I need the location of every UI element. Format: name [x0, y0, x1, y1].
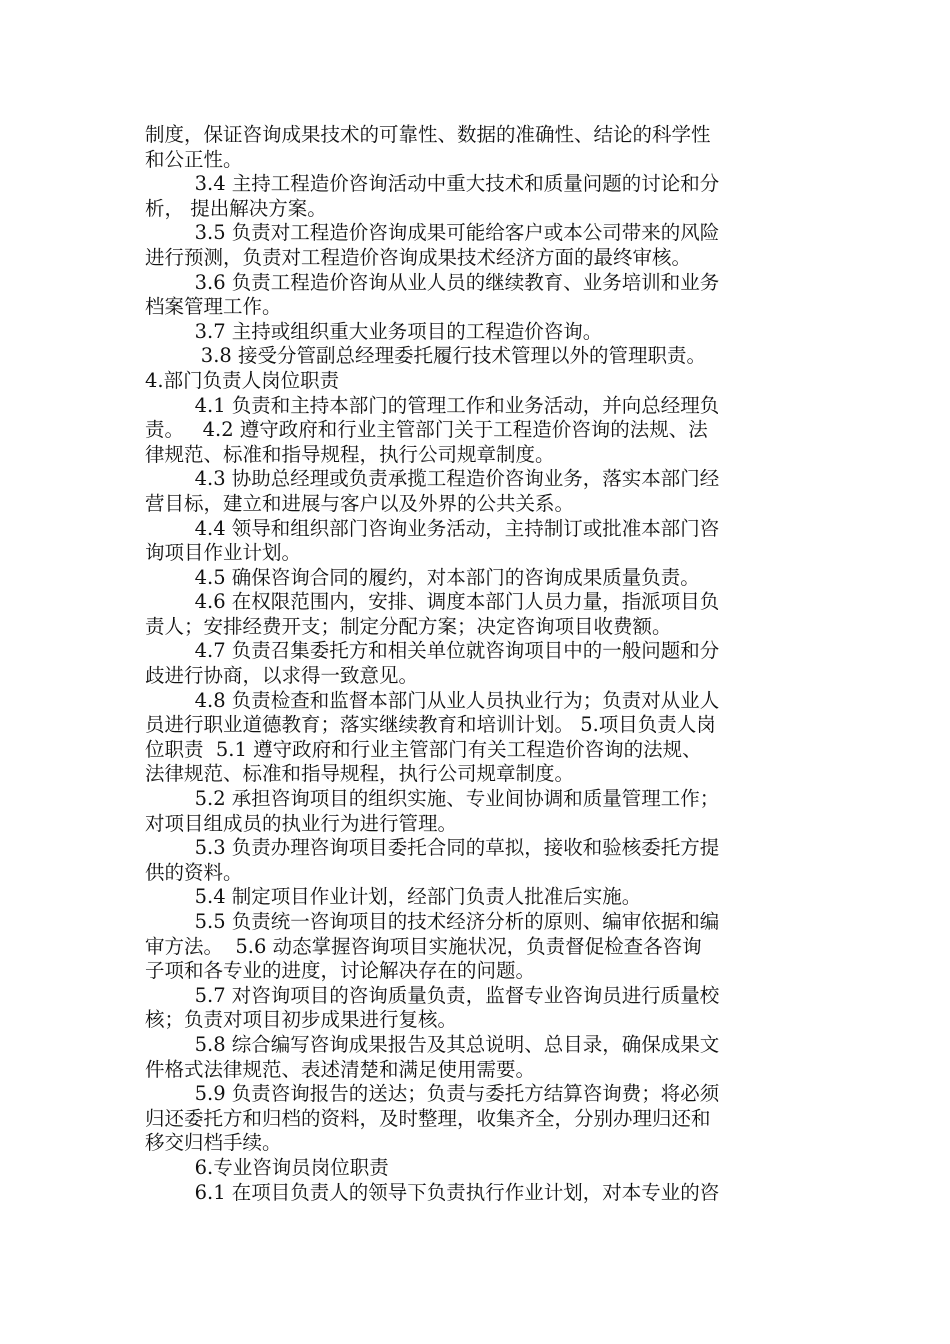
text-line: 3.6 负责工程造价咨询从业人员的继续教育、业务培训和业务 — [145, 270, 720, 294]
text-line: 3.7 主持或组织重大业务项目的工程造价咨询。 — [145, 319, 603, 343]
text-line: 4.5 确保咨询合同的履约，对本部门的咨询成果质量负责。 — [145, 565, 700, 589]
text-line: 询项目作业计划。 — [145, 541, 302, 565]
document-body — [145, 123, 810, 1205]
text-line: 3.4 主持工程造价咨询活动中重大技术和质量问题的讨论和分 — [145, 172, 720, 196]
text-line: 5.8 综合编写咨询成果报告及其总说明、总目录，确保成果文 — [145, 1032, 720, 1056]
text-line: 档案管理工作。 — [145, 295, 282, 319]
text-line: 营目标，建立和进展与客户以及外界的公共关系。 — [145, 491, 575, 515]
text-line: 5.7 对咨询项目的咨询质量负责，监督专业咨询员进行质量校 — [145, 983, 720, 1007]
text-line: 律规范、标准和指导规程，执行公司规章制度。 — [145, 442, 555, 466]
text-line: 归还委托方和归档的资料，及时整理，收集齐全，分别办理归还和 — [145, 1106, 711, 1130]
text-line: 核；负责对项目初步成果进行复核。 — [145, 1008, 458, 1032]
text-line: 移交归档手续。 — [145, 1131, 282, 1155]
text-line: 审方法。 5.6 动态掌握咨询项目实施状况，负责督促检查各咨询 — [145, 934, 702, 958]
text-line: 5.9 负责咨询报告的送达；负责与委托方结算咨询费；将必须 — [145, 1082, 720, 1106]
text-line: 责人；安排经费开支；制定分配方案；决定咨询项目收费额。 — [145, 614, 672, 638]
text-line: 供的资料。 — [145, 860, 243, 884]
text-line: 法律规范、标准和指导规程，执行公司规章制度。 — [145, 762, 575, 786]
text-line: 6.1 在项目负责人的领导下负责执行作业计划，对本专业的咨 — [145, 1180, 720, 1204]
text-line: 4.6 在权限范围内，安排、调度本部门人员力量，指派项目负 — [145, 590, 720, 614]
text-line: 4.7 负责召集委托方和相关单位就咨询项目中的一般问题和分 — [145, 639, 720, 663]
text-line: 4.4 领导和组织部门咨询业务活动，主持制订或批准本部门咨 — [145, 516, 720, 540]
text-line: 5.3 负责办理咨询项目委托合同的草拟，接收和验核委托方提 — [145, 836, 720, 860]
text-line: 责。 4.2 遵守政府和行业主管部门关于工程造价咨询的法规、法 — [145, 418, 708, 442]
text-line: 对项目组成员的执业行为进行管理。 — [145, 811, 458, 835]
text-line: 3.5 负责对工程造价咨询成果可能给客户或本公司带来的风险 — [145, 221, 720, 245]
text-line: 4.部门负责人岗位职责 — [145, 368, 340, 392]
text-line: 员进行职业道德教育；落实继续教育和培训计划。 5.项目负责人岗 — [145, 713, 716, 737]
text-line: 4.3 协助总经理或负责承揽工程造价咨询业务，落实本部门经 — [145, 467, 720, 491]
text-line: 和公正性。 — [145, 147, 243, 171]
text-line: 件格式法律规范、表述清楚和满足使用需要。 — [145, 1057, 536, 1081]
text-line: 子项和各专业的进度，讨论解决存在的问题。 — [145, 959, 536, 983]
text-line: 歧进行协商，以求得一致意见。 — [145, 664, 419, 688]
text-line: 4.8 负责检查和监督本部门从业人员执业行为；负责对从业人 — [145, 688, 720, 712]
text-line: 5.5 负责统一咨询项目的技术经济分析的原则、编审依据和编 — [145, 910, 720, 933]
text-line: 析， 提出解决方案。 — [145, 196, 327, 220]
text-line: 3.8 接受分管副总经理委托履行技术管理以外的管理职责。 — [145, 344, 706, 368]
text-line: 5.4 制定项目作业计划，经部门负责人批准后实施。 — [145, 885, 642, 909]
text-line: 进行预测，负责对工程造价咨询成果技术经济方面的最终审核。 — [145, 245, 692, 269]
text-line: 6.专业咨询员岗位职责 — [145, 1155, 389, 1179]
text-line: 位职责 5.1 遵守政府和行业主管部门有关工程造价咨询的法规、 — [145, 737, 702, 761]
text-line: 制度，保证咨询成果技术的可靠性、数据的准确性、结论的科学性 — [145, 123, 711, 146]
text-line: 4.1 负责和主持本部门的管理工作和业务活动，并向总经理负 — [145, 393, 720, 417]
text-line: 5.2 承担咨询项目的组织实施、专业间协调和质量管理工作； — [145, 787, 720, 811]
